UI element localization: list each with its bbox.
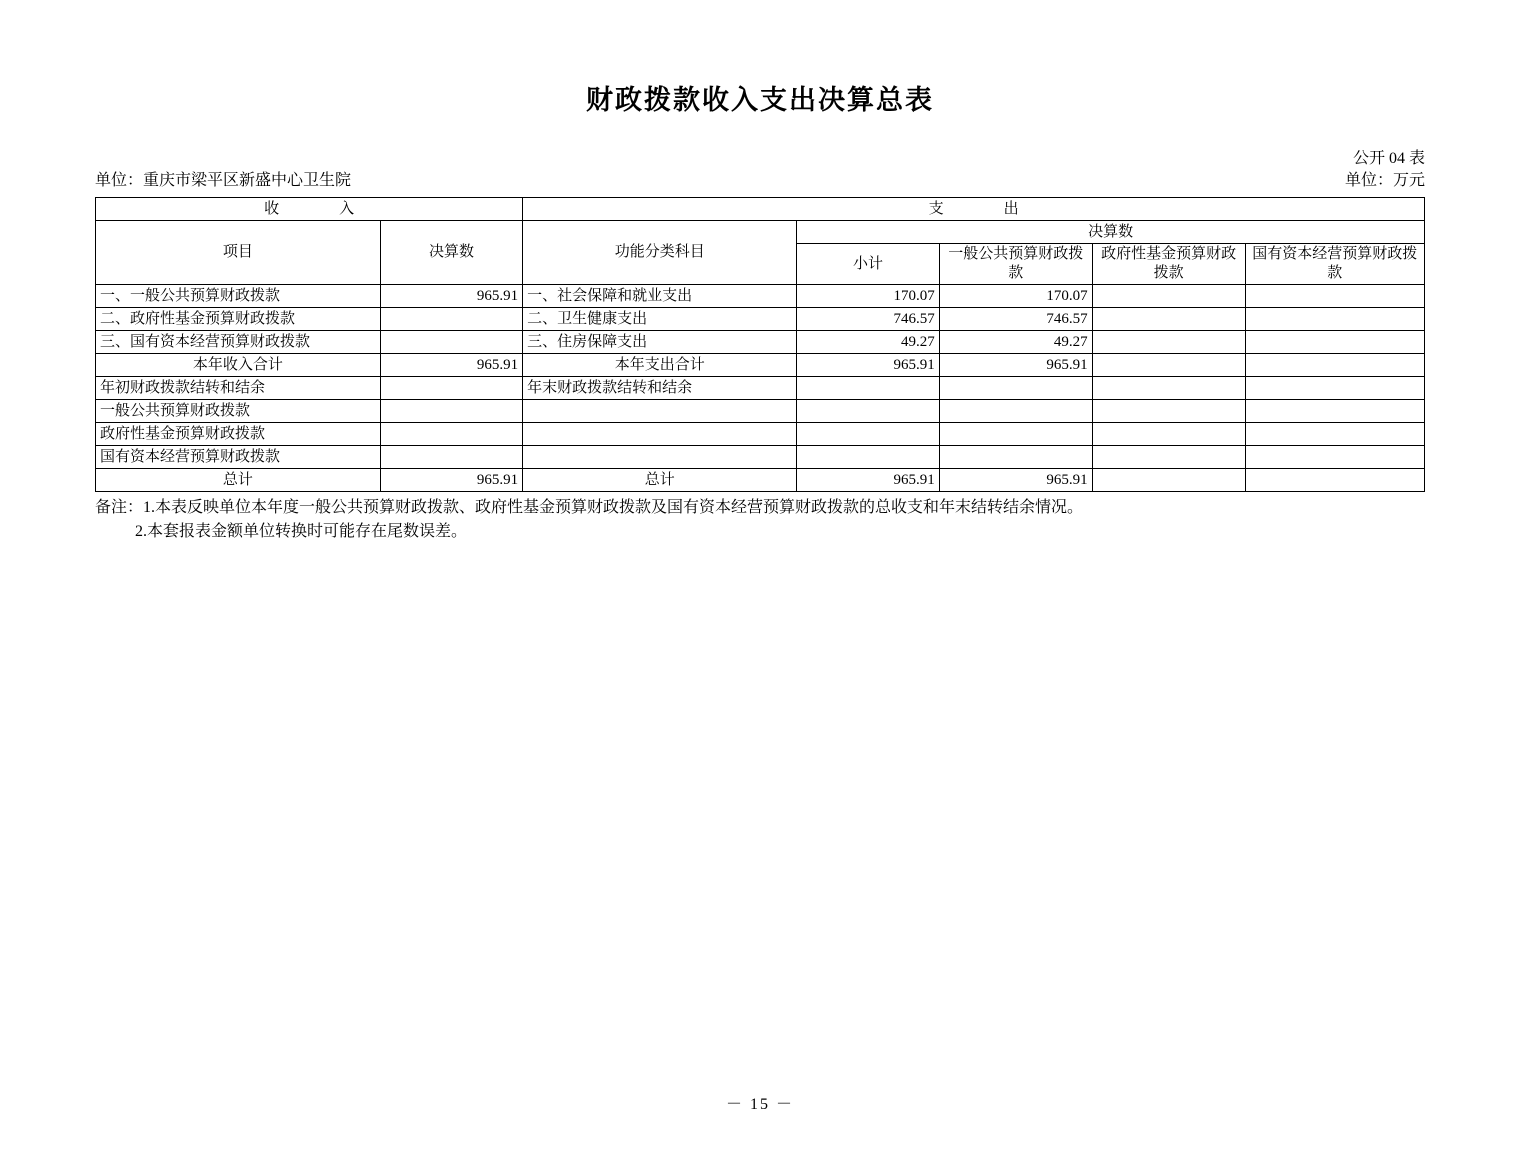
table-row <box>96 354 1425 377</box>
cell-income-amount <box>380 446 522 469</box>
cell-general-public-budget <box>939 400 1092 423</box>
cell-general-public-budget <box>939 446 1092 469</box>
cell-income-amount <box>380 423 522 446</box>
unit-name: 单位：重庆市梁平区新盛中心卫生院 <box>95 172 352 189</box>
cell-government-fund-budget <box>1092 423 1245 446</box>
cell-income-item: 三、国有资本经营预算财政拨款 <box>96 331 381 354</box>
document-meta <box>0 145 1520 197</box>
cell-income-item: 二、政府性基金预算财政拨款 <box>96 308 381 331</box>
header-subtotal: 小计 <box>797 244 939 285</box>
cell-government-fund-budget <box>1092 400 1245 423</box>
table-row <box>96 446 1425 469</box>
cell-function-category <box>523 446 797 469</box>
cell-government-fund-budget <box>1092 354 1245 377</box>
cell-government-fund-budget <box>1092 308 1245 331</box>
table-subgroup-header-row <box>96 221 1425 244</box>
table-row <box>96 377 1425 400</box>
form-number: 公开 04 表 <box>1352 150 1425 167</box>
cell-income-item: 年初财政拨款结转和结余 <box>96 377 381 400</box>
cell-income-item: 一般公共预算财政拨款 <box>96 400 381 423</box>
cell-function-category <box>523 400 797 423</box>
cell-state-capital-budget <box>1245 469 1424 492</box>
cell-general-public-budget: 965.91 <box>939 469 1092 492</box>
page-title: 财政拨款收入支出决算总表 <box>586 85 934 116</box>
header-government-fund-budget: 政府性基金预算财政拨款 <box>1092 244 1245 285</box>
cell-state-capital-budget <box>1245 377 1424 400</box>
header-income-amount: 决算数 <box>380 221 522 285</box>
cell-general-public-budget: 170.07 <box>939 285 1092 308</box>
cell-income-amount <box>380 377 522 400</box>
cell-income-amount <box>380 331 522 354</box>
cell-function-category: 年末财政拨款结转和结余 <box>523 377 797 400</box>
cell-state-capital-budget <box>1245 285 1424 308</box>
table-row <box>96 331 1425 354</box>
cell-state-capital-budget <box>1245 354 1424 377</box>
budget-table <box>95 197 1425 492</box>
cell-government-fund-budget <box>1092 469 1245 492</box>
cell-function-category: 三、住房保障支出 <box>523 331 797 354</box>
cell-income-item: 本年收入合计 <box>96 354 381 377</box>
cell-government-fund-budget <box>1092 377 1245 400</box>
table-notes <box>95 496 1425 544</box>
table-row <box>96 308 1425 331</box>
cell-state-capital-budget <box>1245 331 1424 354</box>
cell-subtotal <box>797 377 939 400</box>
cell-government-fund-budget <box>1092 285 1245 308</box>
document-page <box>0 78 1520 1152</box>
header-final-accounts: 决算数 <box>797 221 1425 244</box>
cell-subtotal <box>797 400 939 423</box>
cell-income-item: 总计 <box>96 469 381 492</box>
cell-state-capital-budget <box>1245 446 1424 469</box>
cell-income-amount <box>380 400 522 423</box>
cell-function-category <box>523 423 797 446</box>
table-body <box>96 285 1425 492</box>
amount-unit: 单位：万元 <box>1344 172 1425 189</box>
header-state-capital-budget: 国有资本经营预算财政拨款 <box>1245 244 1424 285</box>
cell-income-item: 政府性基金预算财政拨款 <box>96 423 381 446</box>
cell-subtotal: 49.27 <box>797 331 939 354</box>
cell-state-capital-budget <box>1245 400 1424 423</box>
cell-subtotal <box>797 446 939 469</box>
cell-state-capital-budget <box>1245 308 1424 331</box>
header-income-item: 项目 <box>96 221 381 285</box>
cell-general-public-budget: 49.27 <box>939 331 1092 354</box>
cell-subtotal: 746.57 <box>797 308 939 331</box>
cell-function-category: 二、卫生健康支出 <box>523 308 797 331</box>
cell-government-fund-budget <box>1092 446 1245 469</box>
table-row <box>96 423 1425 446</box>
cell-subtotal: 965.91 <box>797 354 939 377</box>
note-line-2: 2.本套报表金额单位转换时可能存在尾数误差。 <box>135 523 468 540</box>
cell-government-fund-budget <box>1092 331 1245 354</box>
cell-general-public-budget <box>939 423 1092 446</box>
table-row <box>96 285 1425 308</box>
cell-income-amount: 965.91 <box>380 469 522 492</box>
header-function-category: 功能分类科目 <box>523 221 797 285</box>
table-row <box>96 400 1425 423</box>
cell-income-amount: 965.91 <box>380 354 522 377</box>
note-line-1: 备注：1.本表反映单位本年度一般公共预算财政拨款、政府性基金预算财政拨款及国有资本经营预算财政拨款的总收支和年末结转结余情况。 <box>95 499 1084 516</box>
header-general-public-budget: 一般公共预算财政拨款 <box>939 244 1092 285</box>
cell-income-amount: 965.91 <box>380 285 522 308</box>
cell-general-public-budget: 965.91 <box>939 354 1092 377</box>
table-row <box>96 469 1425 492</box>
page-number: － 15 － <box>725 1096 794 1113</box>
cell-subtotal: 965.91 <box>797 469 939 492</box>
cell-income-item: 国有资本经营预算财政拨款 <box>96 446 381 469</box>
cell-function-category: 一、社会保障和就业支出 <box>523 285 797 308</box>
cell-income-item: 一、一般公共预算财政拨款 <box>96 285 381 308</box>
cell-subtotal: 170.07 <box>797 285 939 308</box>
cell-income-amount <box>380 308 522 331</box>
cell-subtotal <box>797 423 939 446</box>
cell-function-category: 本年支出合计 <box>523 354 797 377</box>
header-income-group: 收 入 <box>96 198 523 221</box>
table-group-header-row <box>96 198 1425 221</box>
cell-general-public-budget: 746.57 <box>939 308 1092 331</box>
cell-function-category: 总计 <box>523 469 797 492</box>
cell-state-capital-budget <box>1245 423 1424 446</box>
header-expenditure-group: 支 出 <box>523 198 1425 221</box>
cell-general-public-budget <box>939 377 1092 400</box>
